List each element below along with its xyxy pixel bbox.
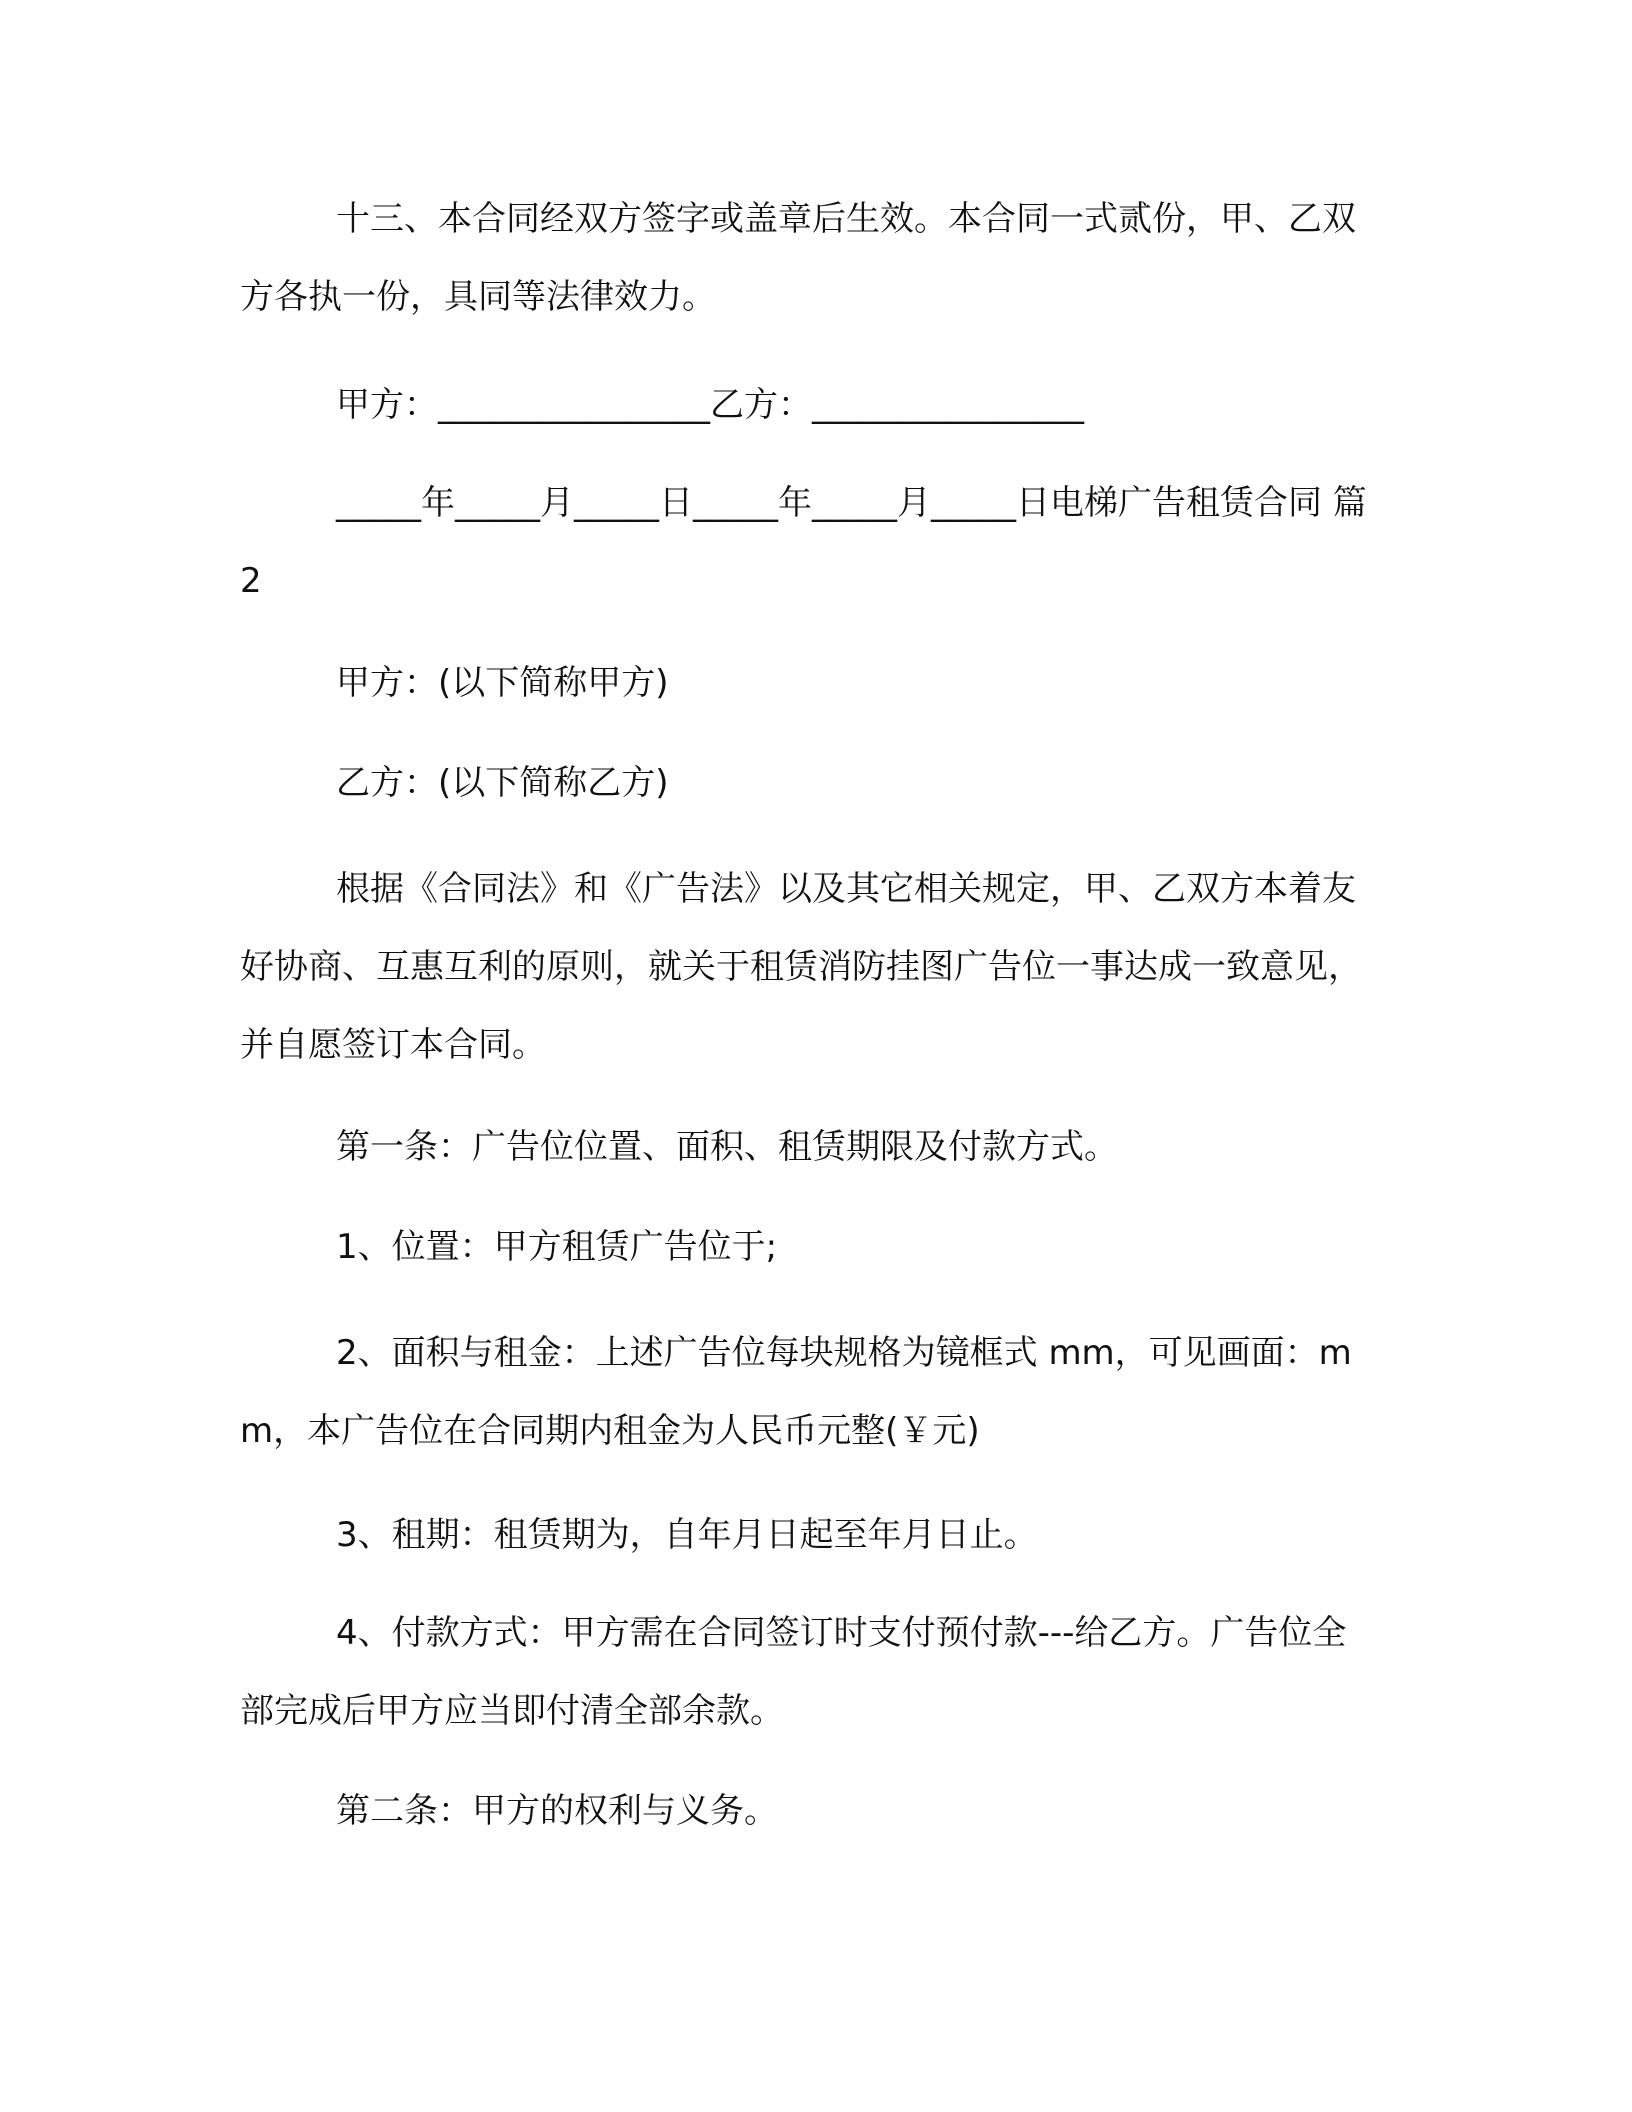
paragraph-effectiveness-clause: 十三、本合同经双方签字或盖章后生效。本合同一式贰份，甲、乙双方各执一份，具同等法律效力。 xyxy=(240,199,1356,317)
paragraph-article-two: 第二条：甲方的权利与义务。 xyxy=(336,1791,778,1831)
paragraph-party-b: 乙方：(以下简称乙方) xyxy=(336,763,669,803)
paragraph-location: 1、位置：甲方租赁广告位于; xyxy=(336,1227,778,1267)
paragraph-signature-lines: 甲方：________________乙方：________________ xyxy=(336,385,1084,425)
paragraph-area-rent: 2、面积与租金：上述广告位每块规格为镜框式 mm，可见画面：mm，本广告位在合同期内租金为人民币元整(￥元) xyxy=(240,1333,1352,1451)
paragraph-party-a: 甲方：(以下简称甲方) xyxy=(336,663,669,703)
paragraph-lease-term: 3、租期：租赁期为，自年月日起至年月日止。 xyxy=(336,1515,1038,1555)
paragraph-preamble: 根据《合同法》和《广告法》以及其它相关规定，甲、乙双方本着友好协商、互惠互利的原则，就关于租赁消防挂图广告位一事达成一致意见，并自愿签订本合同。 xyxy=(240,869,1362,1065)
paragraph-article-one: 第一条：广告位位置、面积、租赁期限及付款方式。 xyxy=(336,1127,1118,1167)
paragraph-payment: 4、付款方式：甲方需在合同签订时支付预付款---给乙方。广告位全部完成后甲方应当即付清全部余款。 xyxy=(240,1613,1347,1731)
paragraph-date-lines-and-title: _____年_____月_____日_____年_____月_____日电梯广告租赁合同 篇 2 xyxy=(240,483,1378,601)
